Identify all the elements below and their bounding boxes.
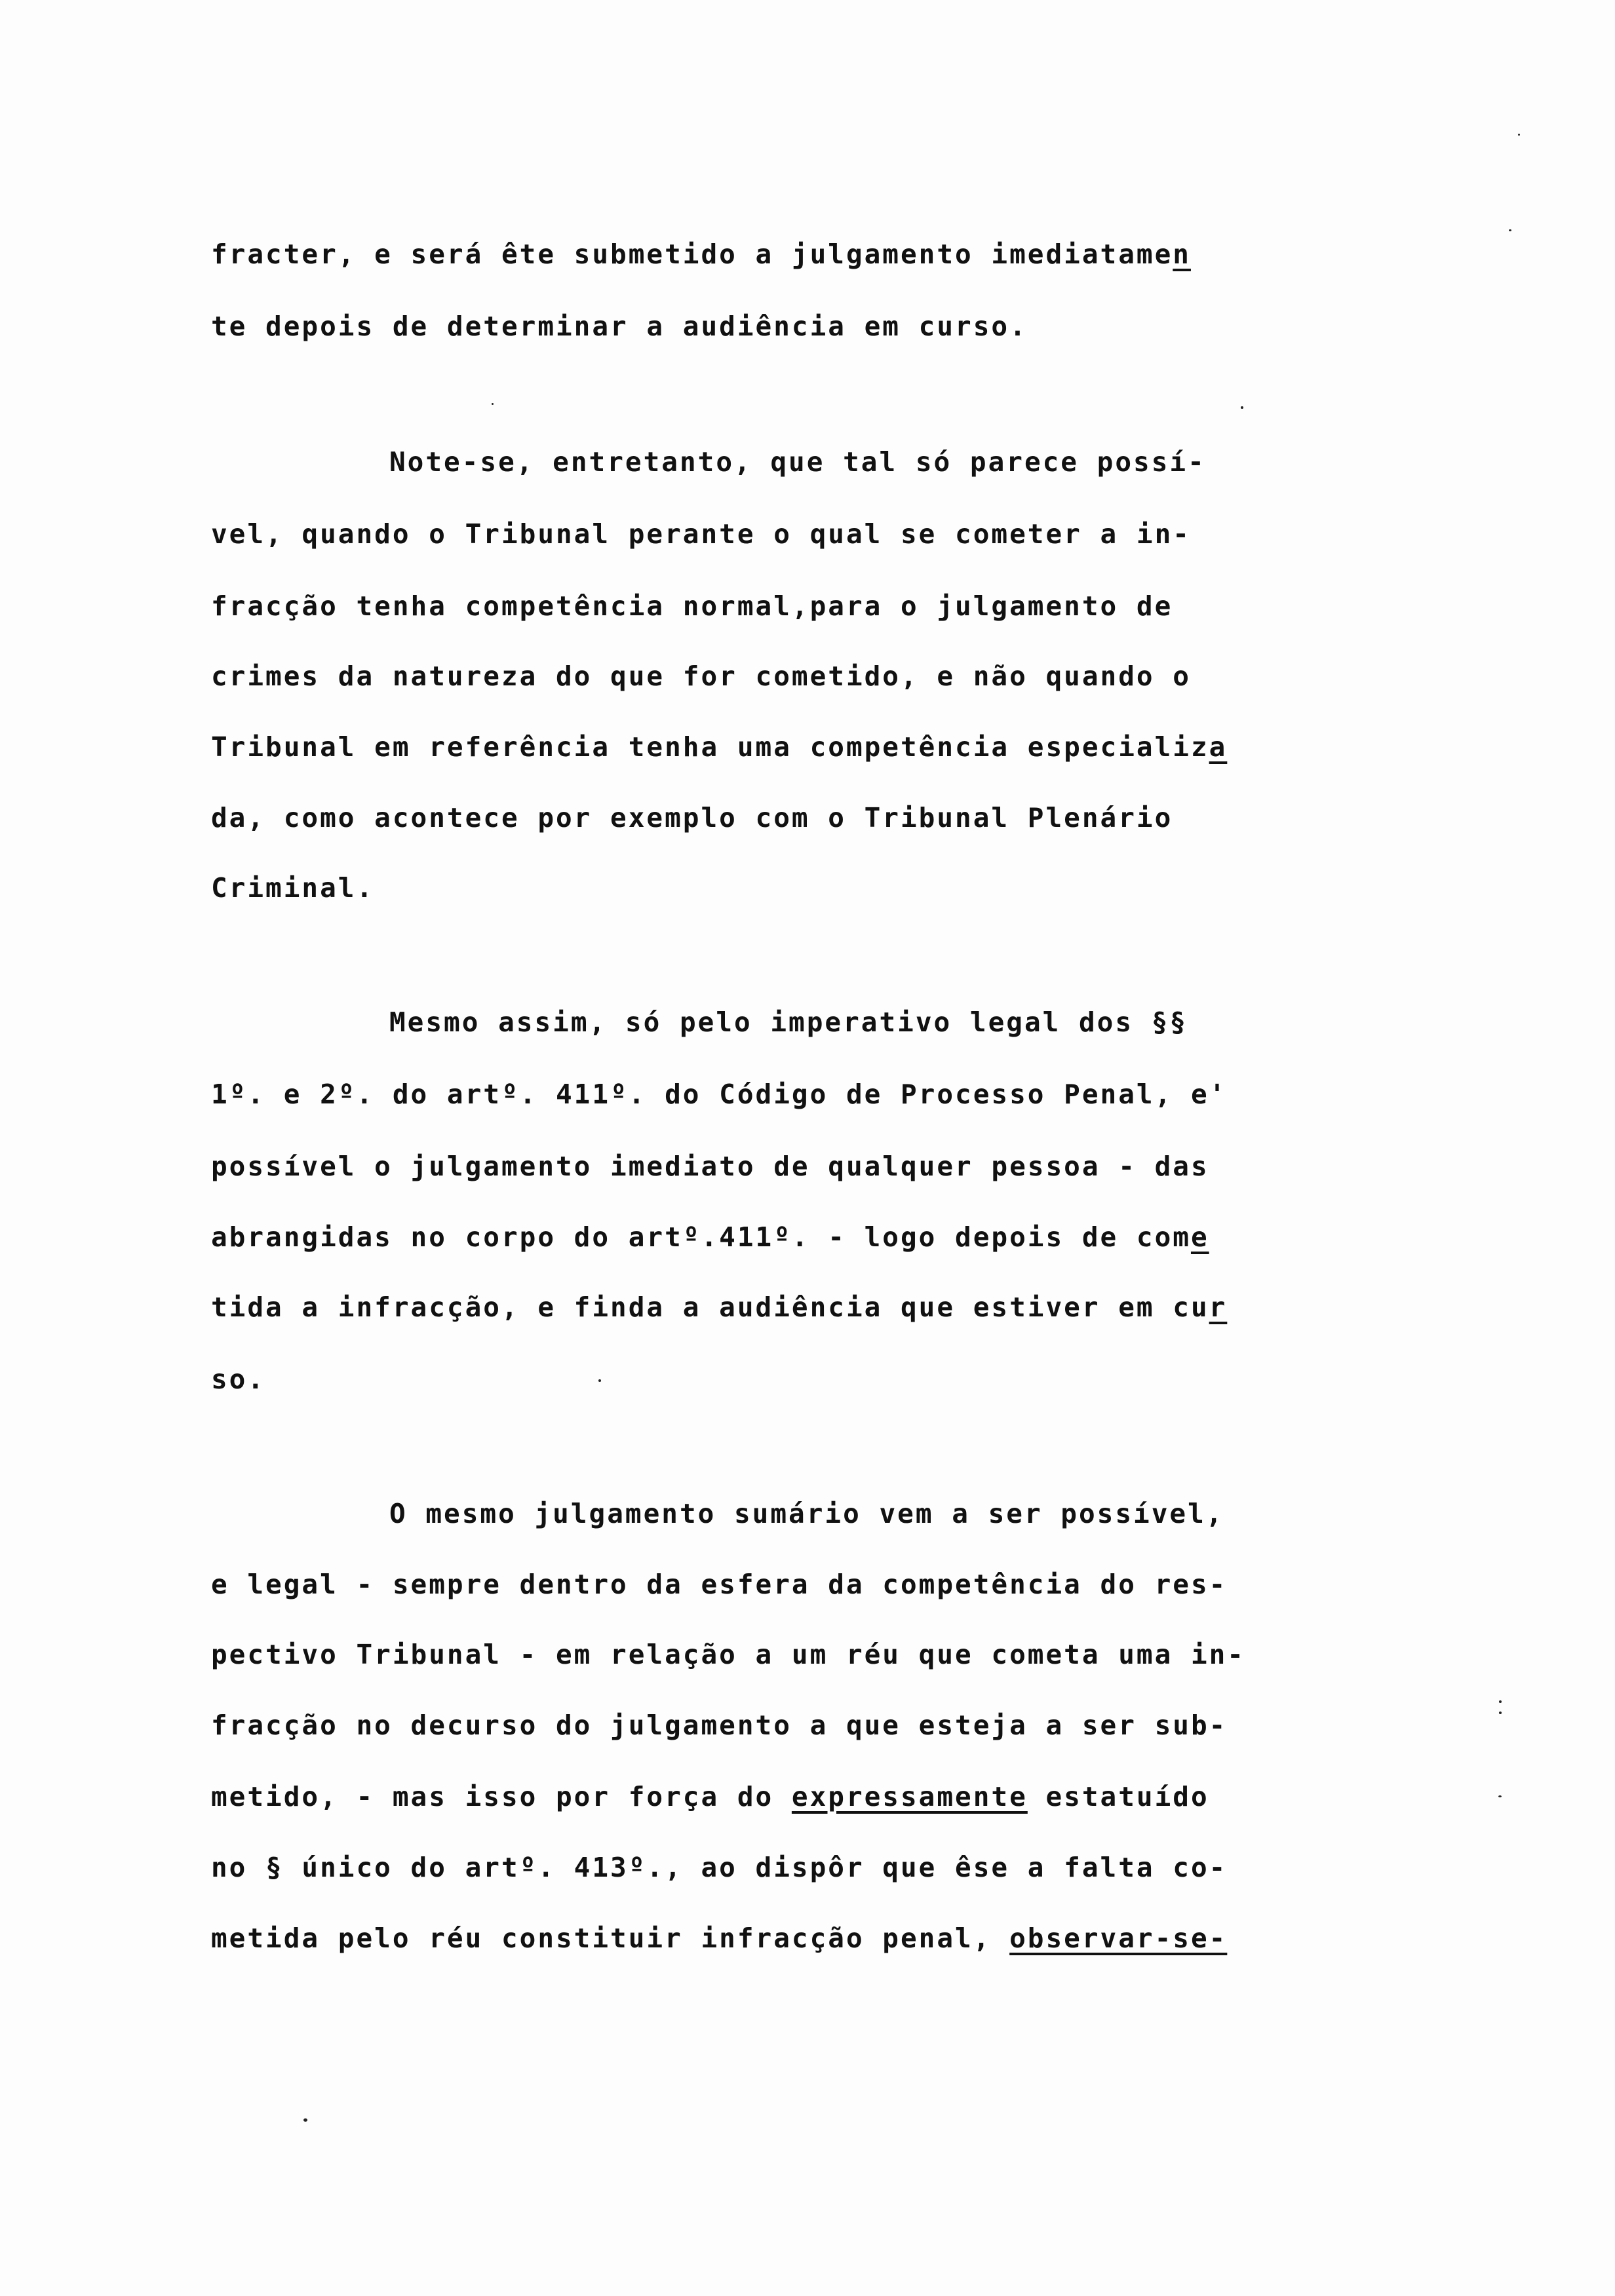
text-line-19: fracção no decurso do julgamento a que esteja a ser sub-: [211, 1710, 1228, 1741]
scan-speck: [303, 2118, 307, 2122]
text-line-18: pectivo Tribunal - em relação a um réu que cometa uma in-: [211, 1639, 1245, 1670]
text-line-7: Tribunal em referência tenha uma competência especializa: [211, 731, 1228, 763]
scan-speck: [1499, 1700, 1502, 1703]
text-line-2: te depois de determinar a audiência em curso.: [211, 311, 1028, 342]
text-line-21: no § único do artº. 413º., ao dispôr que êse a falta co-: [211, 1852, 1228, 1883]
scan-speck: [492, 403, 494, 405]
text-line-10: Mesmo assim, só pelo imperativo legal dos §§: [389, 1006, 1188, 1038]
text-line-20: metido, - mas isso por força do expressamente estatuído: [211, 1781, 1209, 1812]
scan-speck: [1518, 134, 1520, 136]
text-line-13: abrangidas no corpo do artº.411º. - logo depois de come: [211, 1221, 1209, 1253]
scan-speck: [1509, 229, 1511, 231]
text-line-11: 1º. e 2º. do artº. 411º. do Código de Processo Penal, e': [211, 1079, 1228, 1110]
text-line-14: tida a infracção, e finda a audiência que estiver em cur: [211, 1292, 1228, 1323]
text-line-22: metida pelo réu constituir infracção penal, observar-se-: [211, 1923, 1228, 1954]
text-line-4: vel, quando o Tribunal perante o qual se cometer a in-: [211, 518, 1191, 550]
scan-speck: [1241, 406, 1243, 409]
text-line-5: fracção tenha competência normal,para o julgamento de: [211, 590, 1173, 622]
scan-speck: [598, 1379, 601, 1382]
text-line-3: Note-se, entretanto, que tal só parece possí-: [389, 446, 1206, 478]
text-line-16: O mesmo julgamento sumário vem a ser possível,: [389, 1498, 1224, 1529]
text-line-1: fracter, e será ête submetido a julgamento imediatamen: [211, 239, 1191, 270]
text-line-12: possível o julgamento imediato de qualquer pessoa - das: [211, 1151, 1209, 1182]
text-line-8: da, como acontece por exemplo com o Tribunal Plenário: [211, 802, 1173, 833]
scan-speck: [1498, 1795, 1502, 1797]
text-line-6: crimes da natureza do que for cometido, e não quando o: [211, 660, 1191, 692]
text-line-15: so.: [211, 1364, 266, 1395]
scan-speck: [1499, 1712, 1502, 1714]
text-line-9: Criminal.: [211, 872, 375, 904]
text-line-17: e legal - sempre dentro da esfera da competência do res-: [211, 1569, 1228, 1600]
